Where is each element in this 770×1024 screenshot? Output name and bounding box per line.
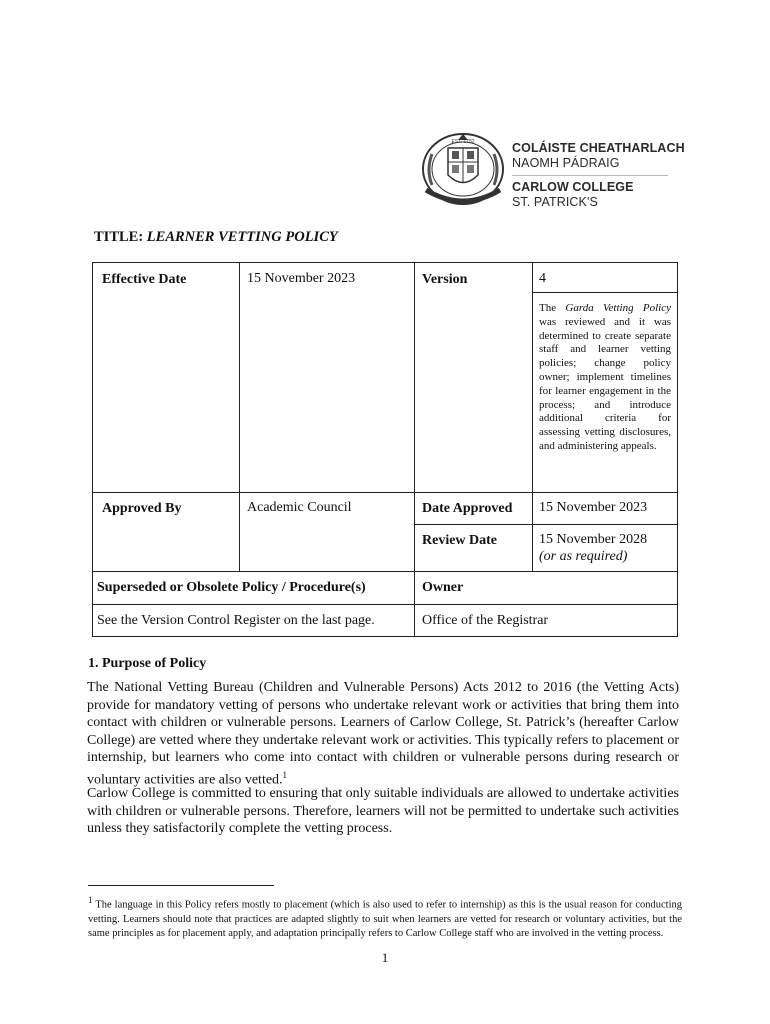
owner-label: Owner: [422, 580, 464, 595]
purpose-paragraph-2: Carlow College is committed to ensuring that only suitable individuals are allowed to undertake activities with children or vulnerable persons. Therefore, learners will not be permitted to undertake such activities unless they satisfactorily complete the vetting process.: [87, 786, 679, 837]
date-approved-label: Date Approved: [422, 501, 513, 516]
row-line-superseded: [92, 571, 678, 572]
document-title: [94, 229, 338, 246]
crest-icon: [418, 130, 508, 208]
logo-divider: [512, 175, 668, 176]
college-name-block: [512, 141, 685, 210]
table-border-top: [92, 262, 678, 263]
footnote-text: The language in this Policy refers mostly to placement (which is also used to refer to internship) as this is the usual reason for conducting vetting. Learners should note that practices are adapted slightly to suit when learners are vetted for research or voluntary activities, but the same principles as for placement apply, and adaptation principally refers to Carlow College staff who are involved in the vetting process.: [88, 899, 682, 940]
policy-info-table: [92, 262, 678, 637]
approved-by-label: Approved By: [102, 501, 182, 516]
section-heading: 1. Purpose of Policy: [88, 656, 207, 671]
college-name-english: CARLOW COLLEGE: [512, 180, 634, 194]
title-prefix: TITLE:: [94, 229, 147, 245]
page-number: 1: [381, 950, 389, 965]
superseded-value: See the Version Control Register on the last page.: [97, 613, 375, 628]
date-approved-value: 15 November 2023: [539, 500, 648, 515]
purpose-paragraph-1: [87, 679, 679, 789]
col-line-2: [414, 262, 415, 637]
footnote: [88, 893, 682, 942]
row-line-owner: [92, 604, 678, 605]
col-line-1: [239, 262, 240, 571]
effective-date-value: 15 November 2023: [247, 271, 356, 286]
footnote-marker: 1: [88, 895, 93, 905]
crest-motto: EST. 1782: [451, 139, 475, 145]
version-note-text: was reviewed and it was determined to create separate staff and learner vetting policies; change policy owner; implement timelines for learner engagement in the process; and introduce additional criteria for assessing vetting disclosures, and administering appeals.: [539, 315, 671, 452]
version-value: 4: [539, 271, 546, 286]
college-name-irish: COLÁISTE CHEATHARLACH: [512, 141, 685, 155]
approved-by-value: Academic Council: [247, 500, 352, 515]
superseded-label: Superseded or Obsolete Policy / Procedure(s): [97, 580, 366, 595]
row-line-version: [532, 292, 678, 293]
review-date-label: Review Date: [422, 533, 498, 548]
table-border-left: [92, 262, 93, 637]
version-note: [539, 302, 671, 454]
row-line-approved: [92, 492, 678, 493]
effective-date-label: Effective Date: [102, 272, 187, 287]
row-line-review: [414, 524, 678, 525]
table-border-right: [677, 262, 678, 637]
review-date-value: 15 November 2028: [539, 532, 648, 547]
title-text: LEARNER VETTING POLICY: [146, 229, 338, 245]
purpose-paragraph-1-text: The National Vetting Bureau (Children and Vulnerable Persons) Acts 2012 to 2016 (the Vetting Acts) provide for mandatory vetting of persons who undertake relevant work or activities that bring them into contact with children or vulnerable persons. Learners of Carlow College, St. Patrick’s (hereafter Carlow College) are vetted where they undertake relevant work or activities. This typically refers to placement or internship, but learners who come into contact with children or vulnerable persons during research or voluntary activities are also vetted.: [87, 680, 679, 788]
table-border-bottom: [92, 636, 678, 637]
version-note-prefix: The: [539, 302, 557, 314]
owner-value: Office of the Registrar: [422, 613, 549, 628]
review-date-note: (or as required): [539, 549, 628, 564]
version-label: Version: [422, 272, 468, 287]
footnote-rule: [88, 885, 274, 886]
college-subname-irish: NAOMH PÁDRAIG: [512, 156, 620, 170]
version-note-italic: Garda Vetting Policy: [565, 302, 671, 314]
footnote-ref: 1: [282, 769, 288, 780]
college-subname-english: ST. PATRICK'S: [512, 195, 598, 209]
